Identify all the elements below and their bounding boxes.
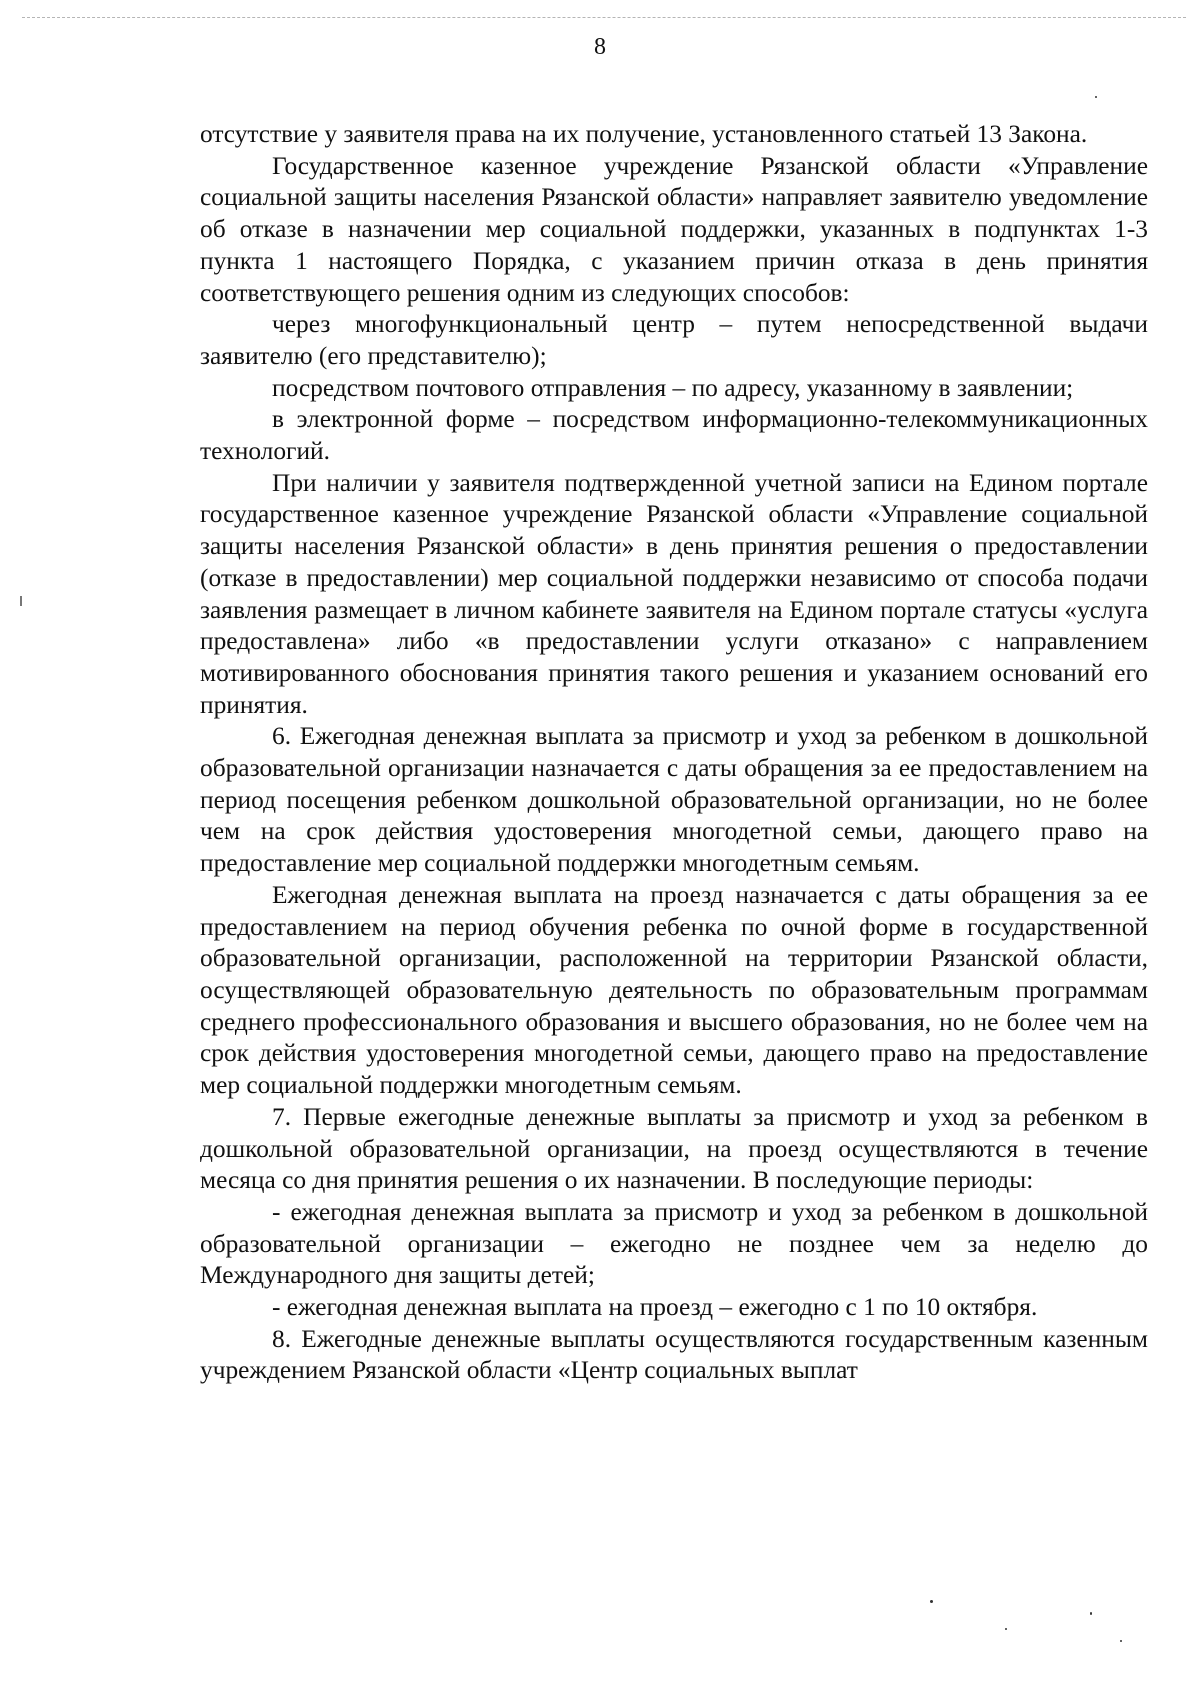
paragraph-method-electronic: в электронной форме – посредством информационно-телекоммуникационных технологий. [200,405,1148,466]
scan-speck [1005,1628,1007,1630]
paragraph-continuation: отсутствие у заявителя права на их получение, установленного статьей 13 Закона. [200,120,1088,148]
scan-speck [1120,1640,1122,1642]
paragraph-clause-7-care: - ежегодная денежная выплата за присмотр и уход за ребенком в дошкольной образовательной организации – ежегодно не позднее чем за неделю до Международного дня защиты детей; [200,1197,1148,1290]
paragraph-refusal-notice: Государственное казенное учреждение Рязанской области «Управление социальной защиты населения Рязанской области» направляет заявителю уведомление об отказе в назначении мер социальной поддержки, указанных в подпунктах 1-3 пункта 1 настоящего Порядка, с указанием причин отказа в день принятия соответствующего решения одним из следующих способов: [200,151,1148,307]
paragraph-single-portal: При наличии у заявителя подтвержденной учетной записи на Едином портале государственное казенное учреждение Рязанской области «Управление социальной защиты населения Рязанской области» в день принятия решения о предоставлении (отказе в предоставлении) мер социальной поддержки независимо от способа подачи заявления размещает в личном кабинете заявителя на Едином портале статусы «услуга предоставлена» либо «в предоставлении услуги отказано» с направлением мотивированного обоснования принятия такого решения и указанием оснований его принятия. [200,468,1148,719]
paragraph-clause-6-travel: Ежегодная денежная выплата на проезд назначается с даты обращения за ее предоставлением на период обучения ребенка по очной форме в государственной образовательной организации, расположенной на территории Рязанской области, осуществляющей образовательную деятельность по образовательным программам среднего профессионального образования и высшего образования, но не более чем на срок действия удостоверения многодетной семьи, дающего право на предоставление мер социальной поддержки многодетным семьям. [200,880,1148,1100]
paragraph-clause-6: 6. Ежегодная денежная выплата за присмотр и уход за ребенком в дошкольной образовательной организации назначается с даты обращения за ее предоставлением на период посещения ребенком дошкольной образовательной организации, но не более чем на срок действия удостоверения многодетной семьи, дающего право на предоставление мер социальной поддержки многодетным семьям. [200,722,1148,878]
paragraph-method-post: посредством почтового отправления – по адресу, указанному в заявлении; [272,373,1074,402]
document-body [200,119,1148,1387]
paragraph-clause-8: 8. Ежегодные денежные выплаты осуществляются государственным казенным учреждением Рязанской области «Центр социальных выплат [200,1324,1148,1385]
paragraph-clause-7: 7. Первые ежегодные денежные выплаты за присмотр и уход за ребенком в дошкольной образовательной организации, на проезд осуществляются в течение месяца со дня принятия решения о их назначении. В последующие периоды: [200,1102,1148,1195]
paragraph-clause-7-travel: - ежегодная денежная выплата на проезд – ежегодно с 1 по 10 октября. [272,1293,1038,1322]
scan-speck [930,1600,933,1603]
scan-speck [20,596,22,606]
scan-speck [1095,96,1097,98]
page-number: 8 [594,34,606,60]
scan-speck [1090,1612,1092,1615]
paragraph-method-mfc: через многофункциональный центр – путем непосредственной выдачи заявителю (его представителю); [200,310,1148,370]
scan-edge [22,17,1186,18]
